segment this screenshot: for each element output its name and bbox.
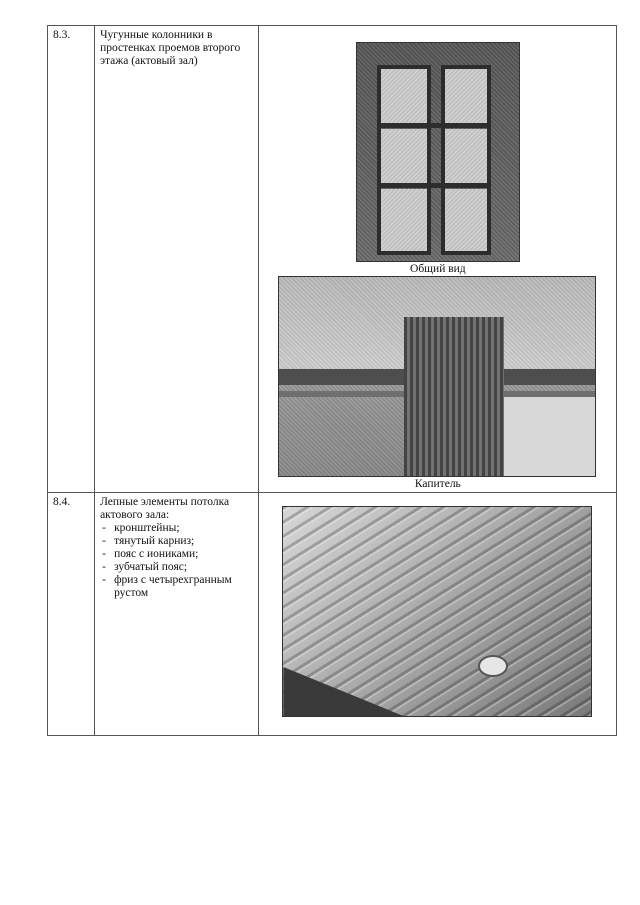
general-view-photo: [356, 42, 520, 262]
row-number-cell: [48, 493, 95, 736]
capital-caption: Капитель: [414, 478, 461, 490]
row-description: Чугунные колонники в простенках проемов второго этажа (актовый зал): [100, 29, 241, 67]
photo-cell: [259, 493, 617, 736]
row-number: 8.4.: [53, 496, 71, 508]
general-view-caption: Общий вид: [410, 263, 466, 275]
elements-table: [47, 25, 617, 736]
description-cell: [95, 493, 259, 736]
table-row: [48, 26, 617, 493]
description-cell: [95, 26, 259, 493]
row-number: 8.3.: [53, 29, 71, 41]
list-item: - фриз с четырехгранным рустом: [100, 574, 252, 600]
list-item: - пояс с иониками;: [100, 548, 252, 561]
table-row: [48, 493, 617, 736]
photo-cell: [259, 26, 617, 493]
list-item: - зубчатый пояс;: [100, 561, 252, 574]
list-item: - тянутый карниз;: [100, 535, 252, 548]
capital-photo: [278, 276, 596, 477]
row-description: Лепные элементы потолка актового зала:: [100, 496, 230, 521]
list-item: - кронштейны;: [100, 522, 252, 535]
row-number-cell: [48, 26, 95, 493]
ceiling-moulding-photo: [282, 506, 592, 717]
elements-list: [95, 522, 258, 600]
